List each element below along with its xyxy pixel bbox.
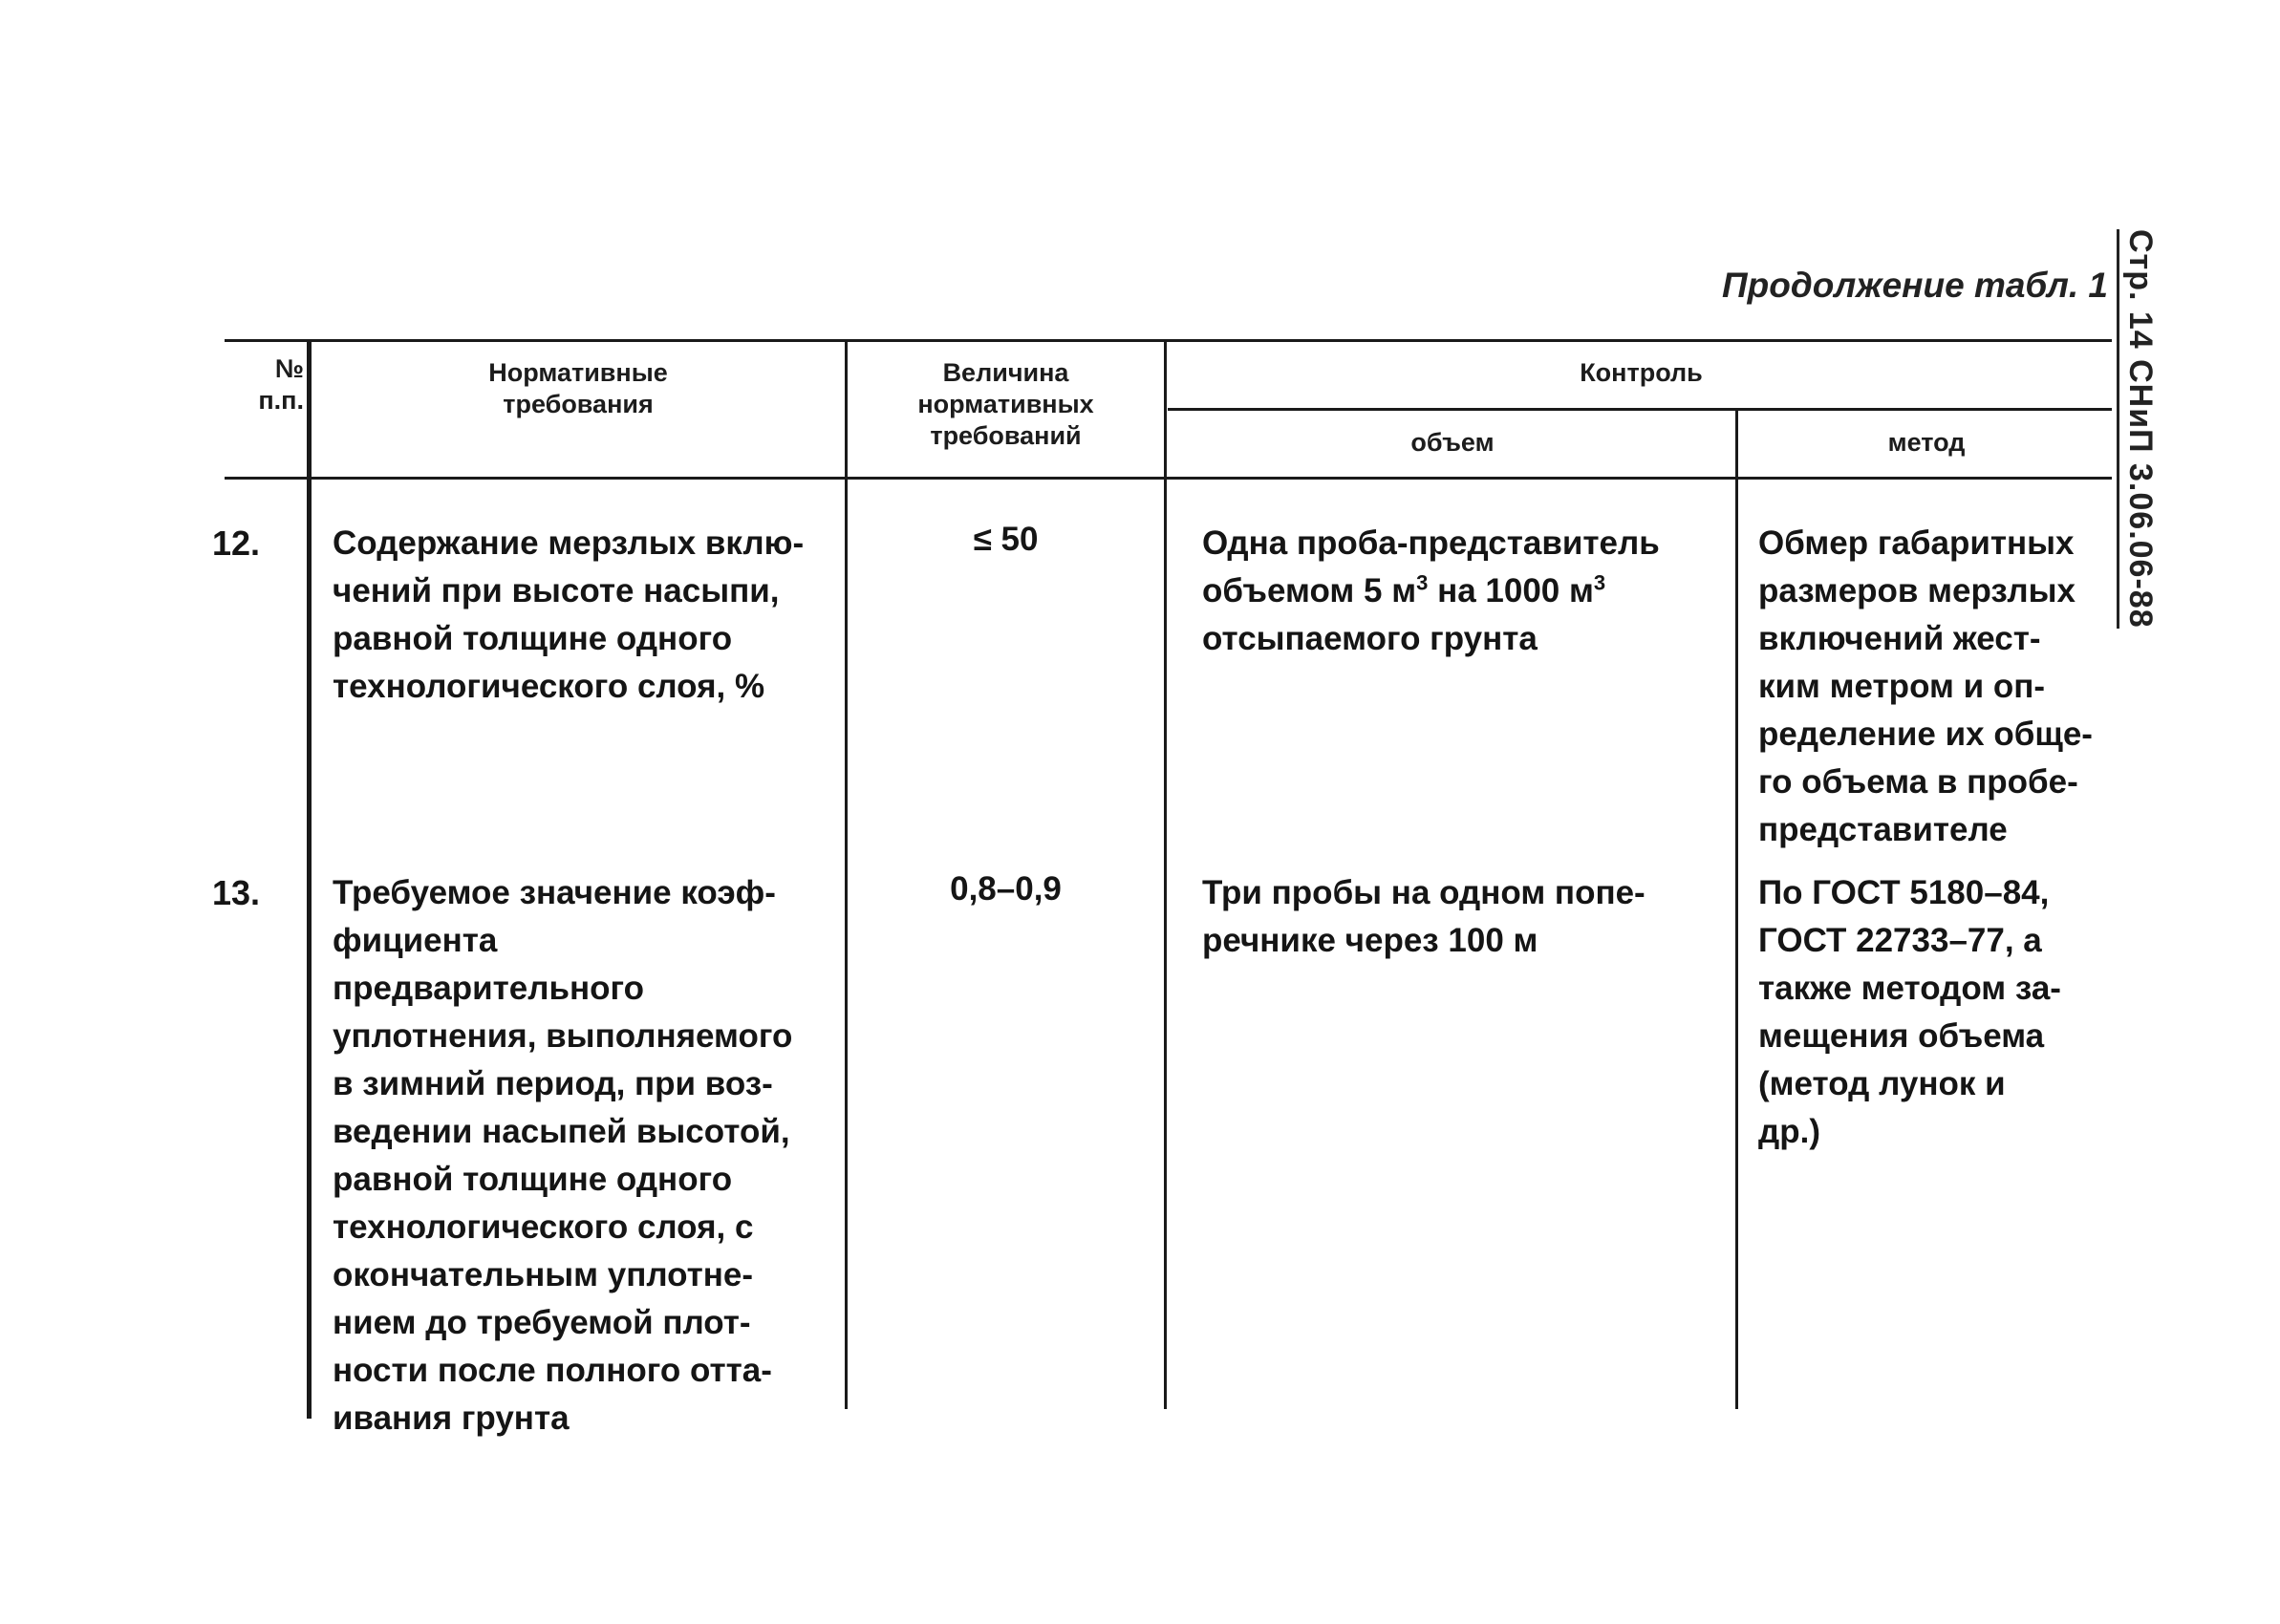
continuation-caption: Продолжение табл. 1	[1722, 266, 2108, 305]
row-13-requirement: Требуемое значение коэф- фициента предварительного уплотнения, выполняемого в зимний период, при воз- ведении насыпей высотой, равной толщине одного технологического слоя, с окончательным уплотне- нием до требуемой плот- ности после полного отта- ивания грунта	[333, 874, 793, 1437]
row-12-value: ≤ 50	[973, 521, 1039, 558]
header-control: Контроль	[1580, 358, 1703, 387]
row-12-requirement: Содержание мерзлых вклю- чений при высоте насыпи, равной толщине одного технологического слоя, %	[333, 524, 805, 705]
col-divider-3	[1164, 339, 1167, 1409]
header-method: метод	[1887, 428, 1966, 457]
row-12-method: Обмер габаритных размеров мерзлых включений жест- ким метром и оп- ределение их обще- го объема в пробе- представителе	[1758, 524, 2093, 848]
control-sub-rule	[1168, 408, 2112, 411]
row-13-value: 0,8–0,9	[950, 870, 1062, 908]
col-divider-1	[307, 339, 312, 1419]
row-12-number: 12.	[212, 524, 261, 563]
row-12-volume-exp2: 3	[1593, 570, 1606, 595]
page-side-label: Стр. 14 СНиП 3.06.06-88	[2117, 229, 2159, 629]
row-13-volume: Три пробы на одном попе- речнике через 100 м	[1202, 874, 1645, 959]
row-13-number: 13.	[212, 873, 261, 912]
header-volume: объем	[1410, 428, 1495, 457]
col-divider-2	[845, 339, 848, 1409]
table-top-rule	[225, 339, 2112, 342]
row-12-volume-text: Одна проба-представитель объемом 5 м	[1202, 524, 1660, 609]
header-requirements: Нормативные требования	[488, 358, 668, 418]
row-12-volume-text3: отсыпаемого грунта	[1202, 620, 1538, 657]
row-12-volume	[1202, 520, 1718, 663]
row-12-volume-exp1: 3	[1416, 570, 1429, 595]
row-13-method: По ГОСТ 5180–84, ГОСТ 22733–77, а также методом за- мещения объема (метод лунок и др.)	[1758, 874, 2061, 1150]
header-number: № п.п.	[258, 354, 304, 415]
row-12-volume-text2: на 1000 м	[1428, 572, 1594, 609]
col-divider-4	[1735, 410, 1738, 1409]
header-bottom-rule	[225, 477, 2112, 480]
header-value: Величина нормативных требований	[917, 358, 1094, 450]
